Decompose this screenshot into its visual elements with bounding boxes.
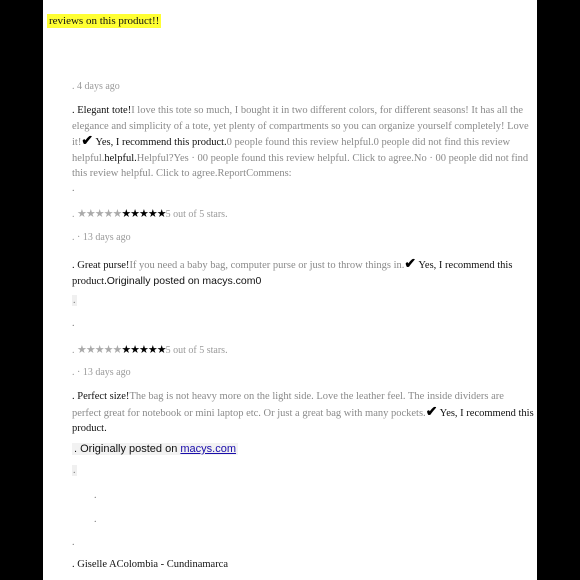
review-1-title: . Elegant tote!: [72, 105, 132, 116]
review-3-body: . Perfect size!The bag is not heavy more on the light side. Love the leather feel. The inside dividers are perfect great for notebook or mini laptop etc. Or just a great bag with many pockets.✔ Yes, I recommend this product.: [72, 391, 534, 434]
review-1-helpful-label[interactable]: helpful.: [104, 152, 137, 164]
separator-dot: .: [72, 318, 75, 329]
review-1-date: 4 days ago: [77, 81, 120, 92]
separator-dot: .: [73, 465, 76, 476]
separator-dot: .: [73, 295, 76, 306]
review-1-helpful-actions[interactable]: Helpful?Yes · 00 people found this review helpful. Click to agree.No · 00 people did not find this review helpful. Click to agree.ReportCommens:: [72, 152, 529, 179]
reviewer-name: . Giselle AColombia - Cundinamarca: [72, 559, 229, 570]
review-3-source: . Originally posted on macys.com: [74, 443, 237, 455]
rating-2: . ★★★★★★★★★★5 out of 5 stars.: [72, 344, 228, 356]
review-1-helpful-counts: 0 people found this review helpful.0 people did not find this review helpful.: [72, 137, 511, 164]
review-2-title: . Great purse!: [72, 260, 130, 271]
star-black-icon: ★★★★★: [121, 208, 166, 220]
rating-2-text: 5 out of 5 stars.: [165, 345, 228, 356]
review-3-date: . · 13 days ago: [72, 367, 131, 378]
star-grey-icon: ★★★★★: [77, 208, 122, 220]
review-2-source: Originally posted on macys.com0: [106, 274, 262, 287]
check-icon: ✔: [425, 404, 438, 420]
star-black-icon: ★★★★★: [121, 344, 166, 356]
review-3-title: . Perfect size!: [72, 391, 130, 402]
separator-dot: .: [94, 490, 97, 501]
review-page: [43, 0, 537, 580]
separator-dot: .: [94, 514, 97, 525]
separator-dot: .: [72, 537, 75, 548]
rating-1: . ★★★★★★★★★★5 out of 5 stars.: [72, 208, 228, 220]
check-icon: ✔: [404, 257, 417, 272]
check-icon: ✔: [81, 134, 94, 149]
review-2-date: . · 13 days ago: [72, 232, 131, 243]
review-1-date-line: . 4 days ago: [72, 81, 120, 92]
review-2-body: . Great purse!If you need a baby bag, computer purse or just to throw things in.✔ Yes, I recommend this product.Originally posted on macys.com0: [72, 257, 513, 287]
rating-1-text: 5 out of 5 stars.: [165, 209, 228, 220]
review-1-body: . Elegant tote!I love this tote so much, I bought it in two different colors, for different seasons! It has all the elegance and simplicity of a tote, yet plenty of compartments so you can organize yourself completely! Love it!✔ Yes, I recommend this product.0 people found this review helpful.0 people did not find this review helpful.helpful.Helpful?Yes · 00 people found this review helpful. Click to agree.No · 00 people did not find this review helpful. Click to agree.ReportCommens:: [72, 105, 529, 179]
separator-dot: .: [72, 183, 75, 194]
reviews-heading: reviews on this product!!: [49, 15, 160, 27]
macys-link[interactable]: macys.com: [180, 443, 237, 455]
star-grey-icon: ★★★★★: [77, 344, 122, 356]
